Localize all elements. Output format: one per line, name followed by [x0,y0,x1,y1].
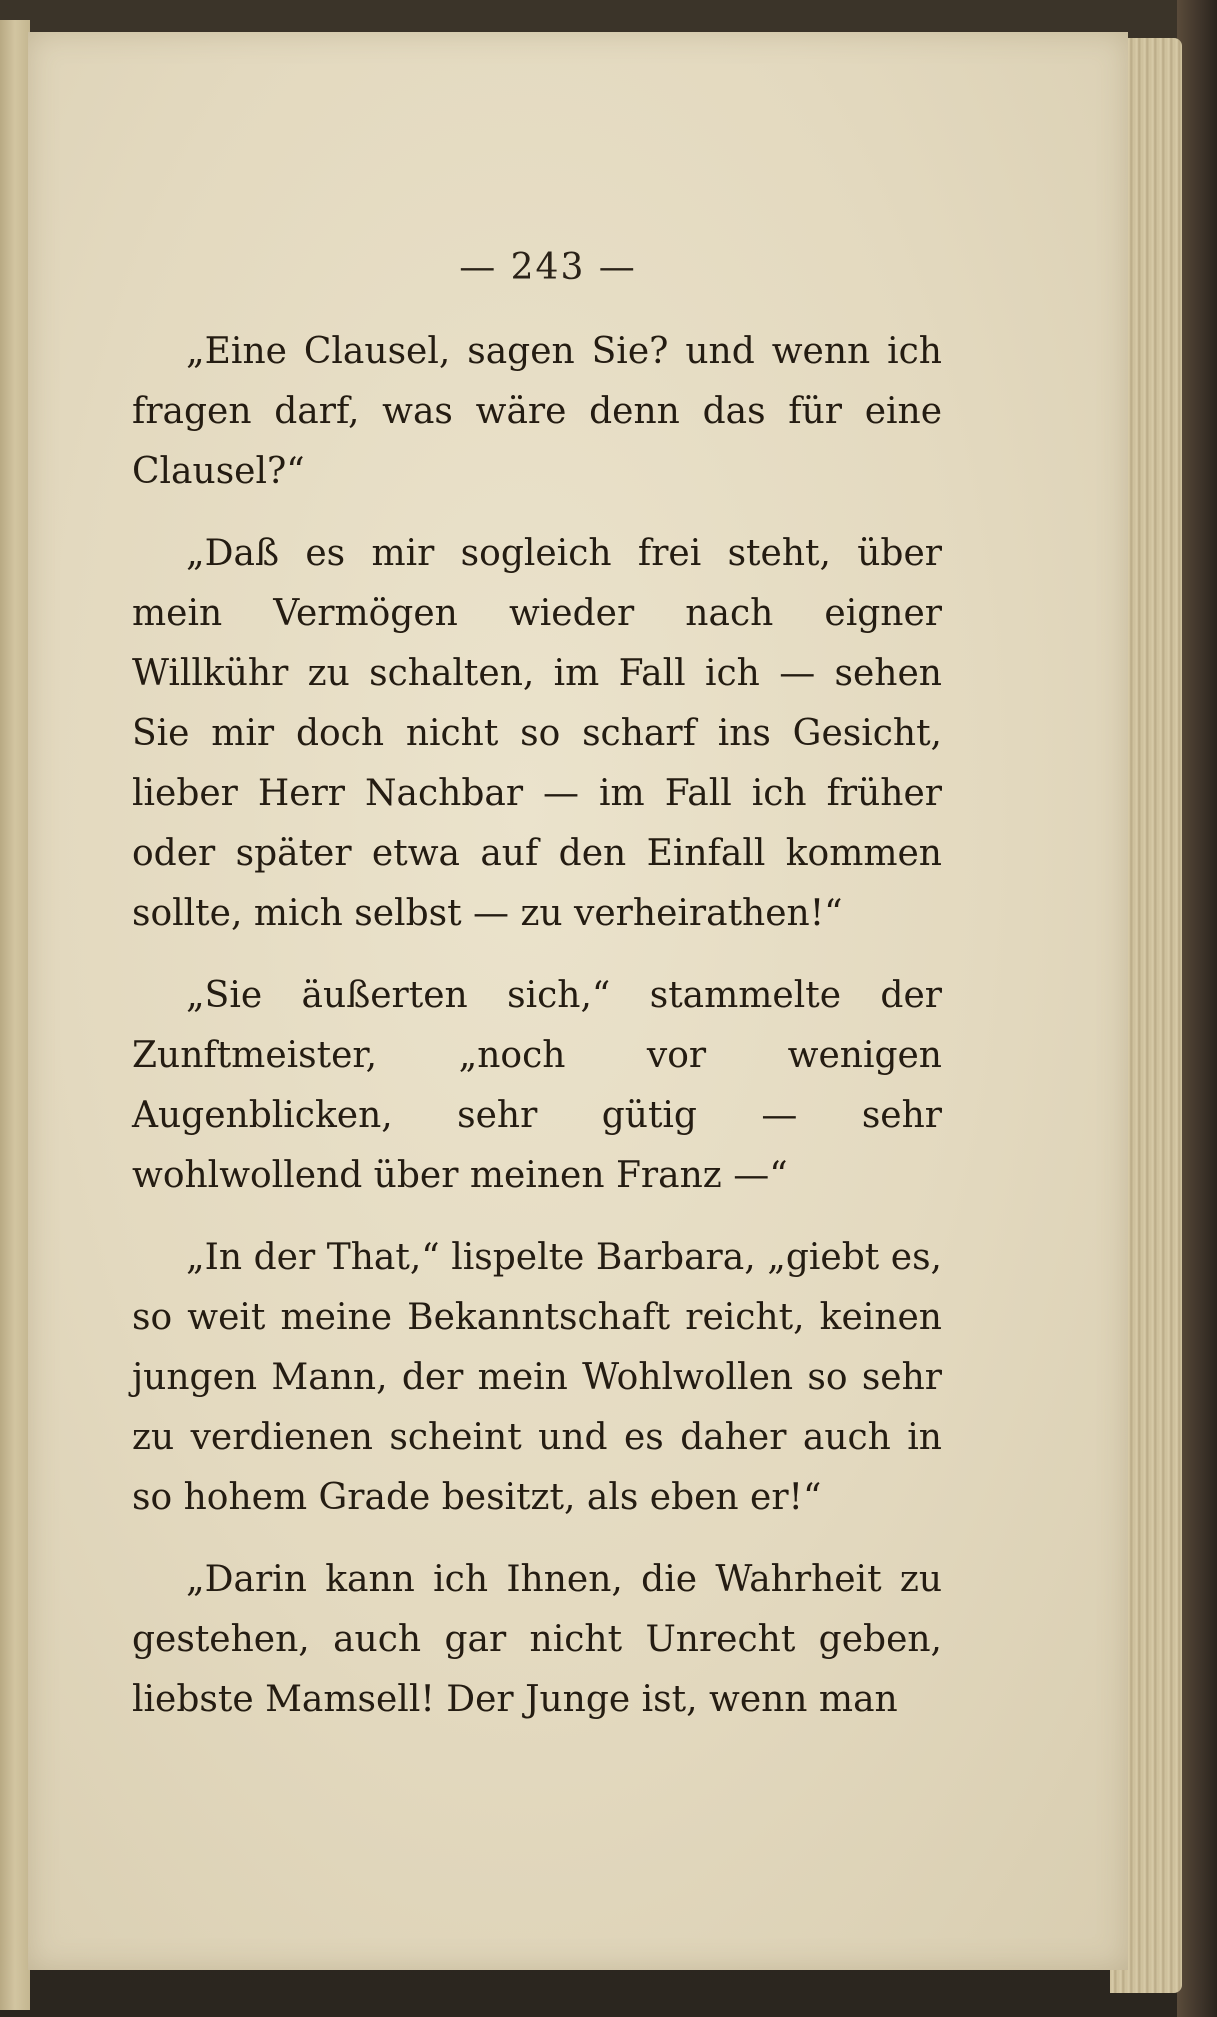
paragraph: „Darin kann ich Ihnen, die Wahrheit zu gestehen, auch gar nicht Unrecht geben, liebste Mamsell! Der Junge ist, wenn man [132,1559,942,1720]
page-number-header: — 243 — [459,247,637,288]
book-binding-edge [0,20,30,2010]
book-cover-right-edge [1177,0,1217,2017]
paragraph: „Sie äußerten sich,“ stammelte der Zunftmeister, „noch vor wenigen Augenblicken, sehr gütig — sehr wohlwollend über meinen Franz —“ [132,975,942,1196]
paragraph: „In der That,“ lispelte Barbara, „giebt es, so weit meine Bekanntschaft reicht, keinen jungen Mann, der mein Wohlwollen so sehr zu verdienen scheint und es daher auch in so hohem Grade besitzt, als eben er!“ [132,1237,942,1518]
page-sheet [28,32,1128,1970]
paragraph: „Eine Clausel, sagen Sie? und wenn ich fragen darf, was wäre denn das für eine Clausel?“ [132,331,942,492]
page-text-body [132,322,942,1730]
paragraph: „Daß es mir sogleich frei steht, über mein Vermögen wieder nach eigner Willkühr zu schalten, im Fall ich — sehen Sie mir doch nicht so scharf ins Gesicht, lieber Herr Nachbar — im Fall ich früher oder später etwa auf den Einfall kommen sollte, mich selbst — zu verheirathen!“ [132,533,942,934]
book-cover-top-edge [0,0,1217,30]
